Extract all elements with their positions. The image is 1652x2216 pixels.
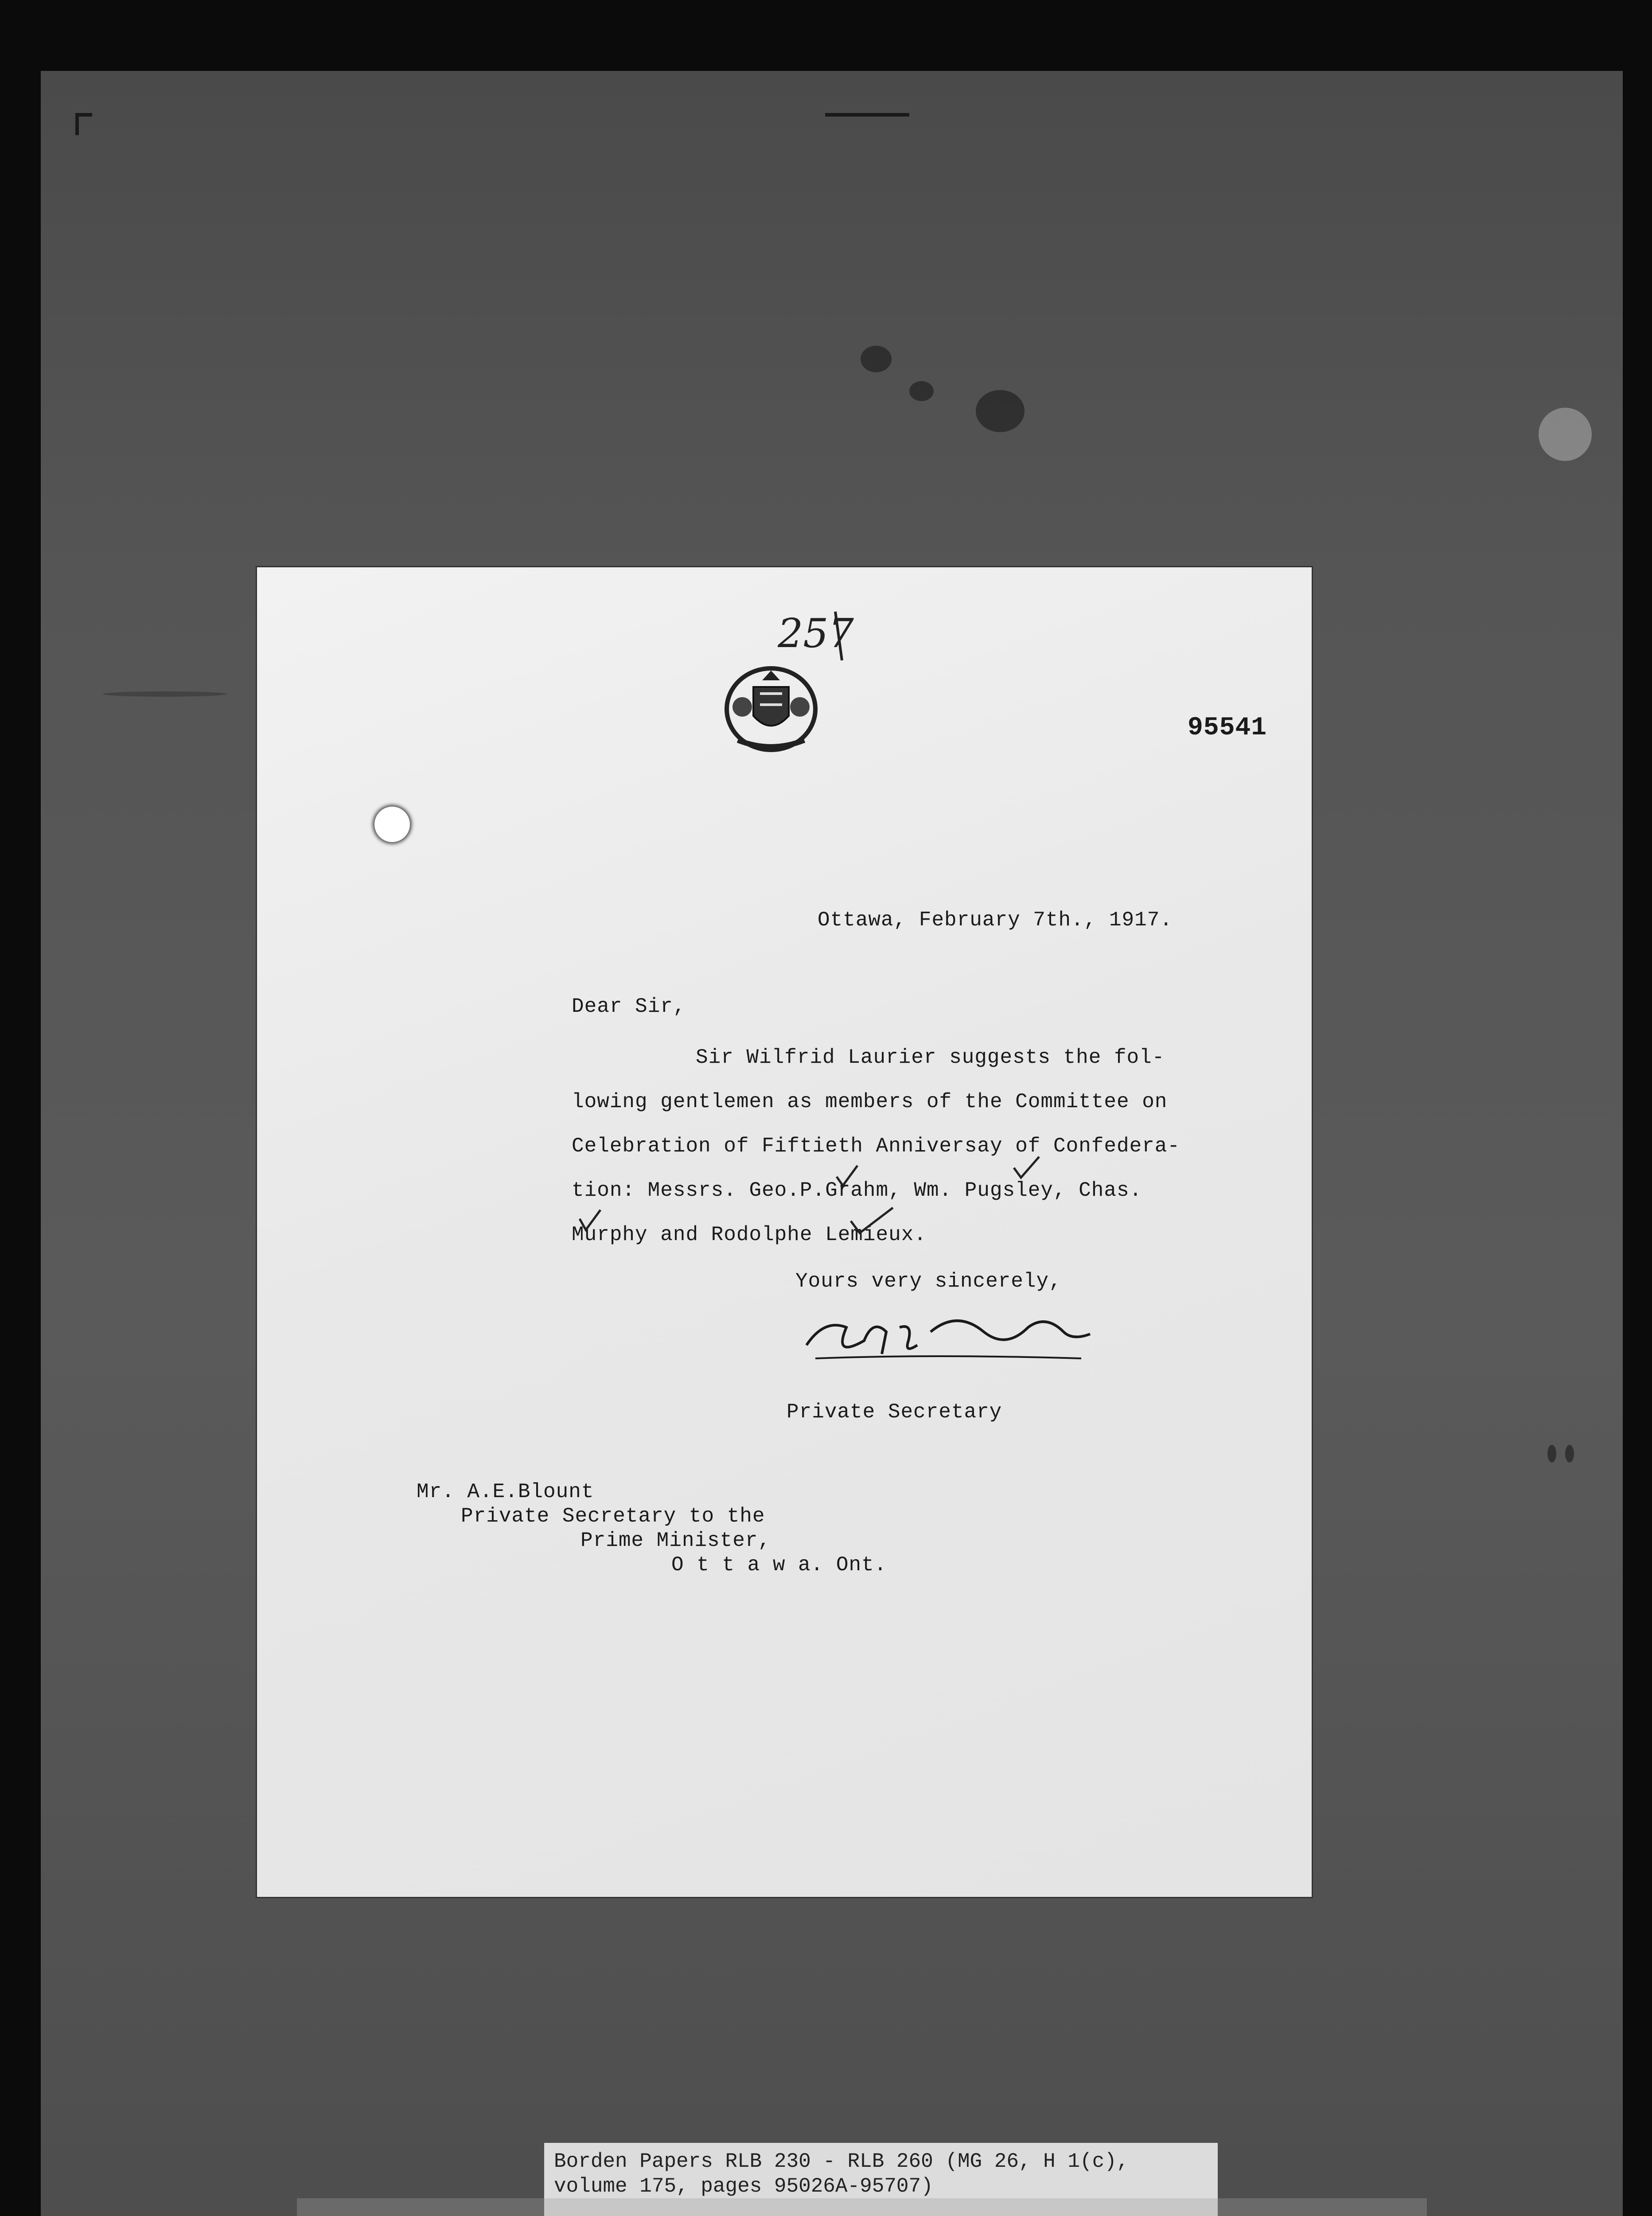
- svg-text:257: 257: [778, 610, 854, 657]
- address-line: Prime Minister,: [581, 1529, 771, 1552]
- tape-overlay: [297, 2198, 1427, 2216]
- film-blemish: [1539, 408, 1592, 461]
- letter-page: [257, 567, 1312, 1897]
- film-blemish: [103, 691, 227, 697]
- body-line: Celebration of Fiftieth Anniversay of Confedera-: [572, 1135, 1181, 1158]
- address-line: O t t a w a. Ont.: [671, 1553, 887, 1576]
- handwritten-signature: [798, 1292, 1099, 1372]
- document-number: 95541: [1188, 714, 1267, 742]
- film-blemish: [909, 381, 934, 401]
- closing: Yours very sincerely,: [795, 1270, 1062, 1293]
- film-blemish: [1547, 1445, 1556, 1463]
- body-line: tion: Messrs. Geo.P.Grahm, Wm. Pugsley, Chas.: [572, 1179, 1142, 1202]
- handwritten-folio-number: [769, 603, 866, 665]
- check-mark-icon: [1010, 1155, 1041, 1181]
- film-blemish: [1565, 1445, 1574, 1463]
- check-mark-icon: [833, 1163, 860, 1190]
- date-line: Ottawa, February 7th., 1917.: [818, 909, 1173, 932]
- address-line: Private Secretary to the: [461, 1505, 765, 1528]
- reference-line: volume 175, pages 95026A-95707): [554, 2175, 933, 2198]
- address-line: Mr. A.E.Blount: [417, 1480, 594, 1503]
- signature-title: Private Secretary: [787, 1401, 1002, 1424]
- coat-of-arms-icon: [720, 663, 822, 756]
- salutation: Dear Sir,: [572, 995, 686, 1018]
- frame-corner-mark: [75, 113, 92, 135]
- film-blemish: [976, 390, 1025, 432]
- frame-top-mark: [825, 113, 909, 117]
- body-line: lowing gentlemen as members of the Committee on: [572, 1090, 1168, 1113]
- punch-hole: [374, 807, 410, 842]
- check-mark-icon: [576, 1208, 603, 1234]
- check-mark-icon: [846, 1206, 895, 1237]
- body-line: Sir Wilfrid Laurier suggests the fol-: [696, 1046, 1165, 1069]
- body-line: Murphy and Rodolphe Lemieux.: [572, 1223, 927, 1246]
- film-blemish: [861, 346, 892, 372]
- reference-line: Borden Papers RLB 230 - RLB 260 (MG 26, H 1(c),: [554, 2150, 1129, 2173]
